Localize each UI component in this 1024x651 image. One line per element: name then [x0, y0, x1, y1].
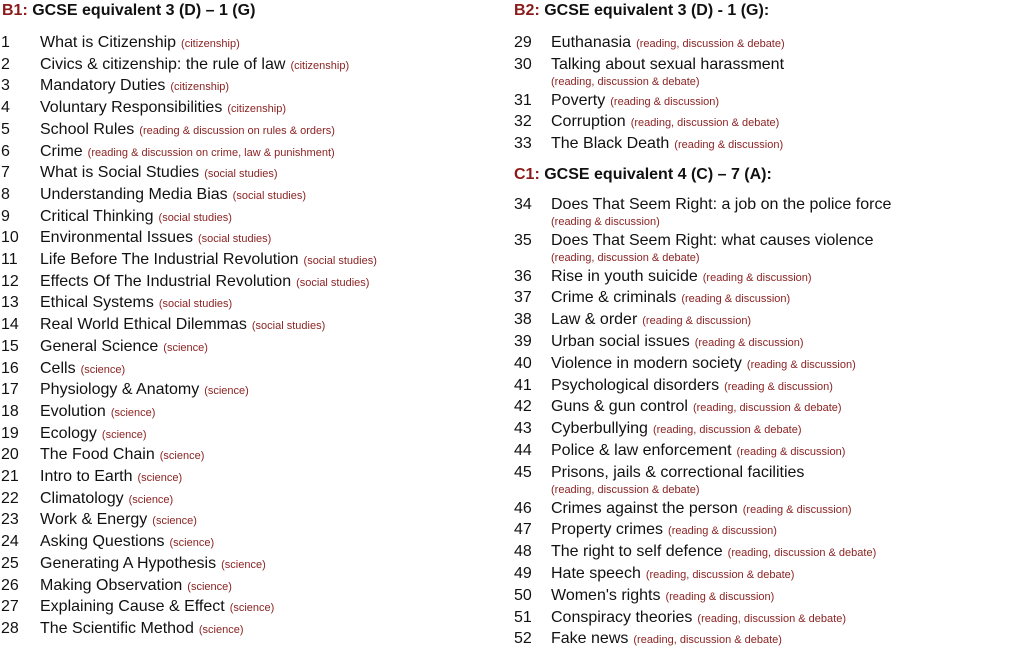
item-number: 4	[1, 99, 10, 117]
item-number: 29	[514, 34, 532, 51]
item-title: Poverty	[551, 91, 606, 109]
item-number: 15	[1, 337, 19, 355]
item-text	[40, 272, 369, 294]
item-text	[40, 207, 232, 229]
section-heading-c1	[514, 165, 1024, 185]
item-category-tag: (reading, discussion & debate)	[551, 483, 700, 496]
item-number: 2	[1, 55, 10, 73]
item-text	[551, 629, 782, 651]
list-item	[0, 207, 506, 229]
list-item	[0, 142, 506, 164]
item-number: 20	[1, 446, 19, 464]
list-item	[0, 554, 506, 576]
list-item	[0, 489, 506, 511]
item-text	[40, 489, 173, 511]
item-title: The Black Death	[551, 135, 670, 153]
item-text	[40, 120, 335, 142]
item-number: 47	[514, 521, 532, 539]
item-number: 28	[1, 619, 19, 637]
item-number: 38	[514, 311, 532, 329]
item-category-tag: (reading, discussion & debate)	[645, 568, 795, 581]
item-title: Life Before The Industrial Revolution	[40, 251, 299, 269]
item-category-tag: (science)	[163, 341, 208, 354]
item-text	[40, 619, 243, 641]
section-title: GCSE equivalent 3 (D) – 1 (G)	[32, 2, 256, 19]
list-item	[512, 608, 1024, 630]
item-text	[40, 402, 155, 424]
item-text	[551, 112, 779, 134]
item-title: School Rules	[40, 120, 135, 138]
item-text	[40, 359, 125, 381]
item-title: Ecology	[40, 424, 97, 442]
section-code: B1:	[2, 2, 28, 19]
item-text	[40, 337, 208, 359]
list-item	[0, 576, 506, 598]
item-title: Understanding Media Bias	[40, 185, 228, 203]
list-item	[512, 33, 1024, 55]
list-item	[0, 272, 506, 294]
item-title: Crimes against the person	[551, 499, 738, 517]
item-title: Real World Ethical Dilemmas	[40, 316, 247, 334]
item-category-tag: (reading & discussion)	[724, 380, 833, 393]
item-category-tag: (science)	[152, 515, 197, 528]
item-text	[40, 98, 286, 120]
item-category-tag: (science)	[101, 428, 147, 441]
item-text	[551, 441, 845, 463]
item-category-tag: (science)	[110, 406, 156, 419]
item-category-tag: (reading & discussion)	[551, 215, 660, 228]
item-number: 17	[1, 381, 19, 399]
list-item	[512, 520, 1024, 542]
item-category-tag: (social studies)	[204, 168, 278, 181]
list-item	[512, 499, 1024, 521]
list-item	[512, 310, 1024, 332]
section-heading-b2	[514, 1, 1024, 21]
item-category-tag: (reading, discussion & debate)	[633, 634, 782, 647]
list-item	[0, 597, 506, 619]
item-text	[551, 195, 891, 229]
item-category-tag: (reading & discussion)	[742, 503, 852, 516]
item-category-tag: (citizenship)	[181, 38, 240, 50]
item-category-tag: (social studies)	[296, 276, 370, 289]
item-number: 14	[1, 316, 19, 334]
item-category-tag: (reading & discussion)	[665, 590, 775, 603]
section-title: GCSE equivalent 3 (D) - 1 (G):	[544, 2, 770, 19]
item-number: 26	[1, 576, 19, 594]
item-number: 12	[1, 272, 19, 290]
item-text	[40, 554, 266, 576]
item-category-tag: (reading & discussion)	[674, 139, 784, 152]
item-number: 51	[514, 608, 532, 626]
item-category-tag: (science)	[187, 580, 232, 593]
item-title: Effects Of The Industrial Revolution	[40, 272, 292, 290]
item-text	[40, 597, 274, 619]
item-number: 40	[514, 354, 532, 372]
item-category-tag: (reading & discussion)	[642, 315, 752, 328]
section-code: C1:	[514, 165, 540, 183]
item-text	[551, 520, 777, 542]
item-text	[40, 380, 249, 402]
item-text	[551, 134, 783, 156]
item-title: Crime & criminals	[551, 289, 677, 307]
item-category-tag: (reading & discussion)	[736, 445, 846, 458]
item-text	[551, 310, 751, 332]
item-title: What is Social Studies	[40, 164, 200, 182]
item-category-tag: (reading & discussion)	[694, 336, 804, 349]
item-title: Law & order	[551, 311, 638, 329]
item-text	[551, 376, 833, 398]
item-number: 23	[1, 511, 19, 529]
item-number: 24	[1, 533, 19, 551]
list-item	[0, 293, 506, 315]
list-item	[0, 163, 506, 185]
item-number: 41	[514, 376, 532, 394]
item-category-tag: (reading & discussion on rules & orders)	[139, 124, 335, 137]
item-category-tag: (reading, discussion & debate)	[630, 117, 780, 130]
item-number: 13	[1, 294, 19, 312]
item-number: 1	[1, 34, 10, 51]
item-category-tag: (reading, discussion & debate)	[636, 38, 785, 50]
item-title: Guns & gun control	[551, 398, 688, 416]
list-item	[512, 112, 1024, 134]
list-item	[0, 228, 506, 250]
list-item	[512, 231, 1024, 265]
item-title: Psychological disorders	[551, 376, 720, 394]
item-number: 3	[1, 77, 10, 95]
item-number: 5	[1, 120, 10, 138]
item-number: 48	[514, 543, 532, 561]
item-title: Generating A Hypothesis	[40, 554, 217, 572]
item-category-tag: (citizenship)	[170, 81, 230, 94]
list-item	[0, 619, 506, 641]
item-title: What is Citizenship	[40, 34, 177, 51]
list-item	[512, 288, 1024, 310]
item-number: 27	[1, 598, 19, 616]
column-b1	[0, 0, 506, 641]
item-title: Fake news	[551, 630, 629, 648]
list-item	[512, 463, 1024, 497]
item-category-tag: (social studies)	[158, 211, 232, 224]
item-text	[40, 142, 335, 164]
item-number: 19	[1, 424, 19, 442]
item-text	[40, 510, 197, 532]
item-category-tag: (reading, discussion & debate)	[551, 251, 700, 264]
item-title: The right to self defence	[551, 543, 723, 561]
item-category-tag: (science)	[80, 363, 126, 376]
item-title: The Scientific Method	[40, 619, 194, 637]
item-text	[40, 76, 229, 98]
item-title: Civics & citizenship: the rule of law	[40, 55, 286, 73]
item-title: Does That Seem Right: a job on the police force	[551, 195, 892, 213]
item-category-tag: (citizenship)	[227, 103, 287, 116]
item-text	[40, 467, 182, 489]
item-text	[40, 532, 214, 554]
item-category-tag: (science)	[137, 472, 183, 485]
item-category-tag: (social studies)	[197, 233, 272, 246]
item-title: Intro to Earth	[40, 468, 133, 486]
item-text	[551, 586, 774, 608]
item-text	[40, 228, 271, 250]
list-item	[512, 195, 1024, 229]
list-item	[0, 532, 506, 554]
item-number: 52	[514, 630, 532, 648]
list-item	[512, 134, 1024, 156]
item-category-tag: (reading & discussion)	[610, 95, 720, 108]
item-text	[40, 576, 232, 598]
item-category-tag: (science)	[159, 450, 205, 463]
list-item	[0, 337, 506, 359]
item-text	[551, 463, 804, 497]
item-category-tag: (science)	[128, 493, 174, 506]
item-text	[551, 542, 876, 564]
list-item	[512, 441, 1024, 463]
list-item	[512, 629, 1024, 651]
item-title: The Food Chain	[40, 446, 155, 464]
list-item	[512, 542, 1024, 564]
item-text	[40, 424, 147, 446]
item-number: 49	[514, 564, 532, 582]
item-title: Environmental Issues	[40, 229, 193, 247]
list-item	[512, 267, 1024, 289]
item-text	[551, 91, 719, 113]
list-item	[0, 359, 506, 381]
list-item	[0, 250, 506, 272]
item-number: 25	[1, 554, 19, 572]
item-number: 35	[514, 231, 532, 249]
item-title: Prisons, jails & correctional facilities	[551, 463, 805, 481]
item-number: 44	[514, 441, 532, 459]
item-number: 6	[1, 142, 10, 160]
list-item	[0, 424, 506, 446]
item-title: Police & law enforcement	[551, 441, 732, 459]
item-category-tag: (reading & discussion)	[668, 525, 777, 538]
item-title: Violence in modern society	[551, 354, 742, 372]
item-title: Ethical Systems	[40, 294, 154, 312]
item-title: Voluntary Responsibilities	[40, 99, 223, 117]
item-number: 22	[1, 489, 19, 507]
item-category-tag: (science)	[204, 385, 249, 398]
item-number: 30	[514, 55, 532, 73]
item-title: Rise in youth suicide	[551, 267, 698, 285]
list-item	[0, 76, 506, 98]
item-category-tag: (social studies)	[158, 298, 233, 311]
item-text	[551, 397, 842, 419]
item-category-tag: (reading & discussion)	[746, 358, 856, 371]
item-title: Evolution	[40, 402, 106, 420]
item-title: Explaining Cause & Effect	[40, 598, 225, 616]
item-category-tag: (reading, discussion & debate)	[692, 402, 842, 415]
item-text	[551, 499, 852, 521]
item-text	[551, 231, 874, 265]
section-code: B2:	[514, 2, 540, 19]
list-item	[0, 55, 506, 77]
list-item	[512, 91, 1024, 113]
list-item	[0, 445, 506, 467]
list-item	[0, 33, 506, 55]
item-text	[40, 250, 377, 272]
item-title: Critical Thinking	[40, 207, 154, 225]
list-item	[0, 510, 506, 532]
item-category-tag: (reading, discussion & debate)	[697, 612, 846, 625]
item-title: Talking about sexual harassment	[551, 55, 785, 73]
list-item	[0, 120, 506, 142]
list-item	[512, 332, 1024, 354]
item-category-tag: (science)	[221, 558, 266, 571]
item-title: Climatology	[40, 489, 124, 507]
item-title: Crime	[40, 142, 83, 160]
item-text	[40, 55, 349, 77]
item-title: Does That Seem Right: what causes violence	[551, 231, 874, 249]
item-number: 9	[1, 207, 10, 225]
item-text	[551, 608, 846, 630]
item-title: Cyberbullying	[551, 420, 648, 438]
item-number: 32	[514, 113, 532, 131]
list-item	[0, 185, 506, 207]
item-title: Physiology & Anatomy	[40, 381, 200, 399]
topic-list-c1	[512, 195, 1024, 651]
item-category-tag: (social studies)	[251, 320, 326, 333]
item-number: 43	[514, 420, 532, 438]
item-title: Property crimes	[551, 521, 664, 539]
item-text	[40, 163, 278, 185]
item-number: 39	[514, 332, 532, 350]
item-title: Hate speech	[551, 564, 641, 582]
list-item	[512, 397, 1024, 419]
list-item	[0, 98, 506, 120]
item-category-tag: (reading & discussion)	[702, 271, 812, 284]
item-text	[40, 185, 306, 207]
topic-list-b2	[512, 33, 1024, 156]
item-category-tag: (reading & discussion on crime, law & punishment)	[87, 146, 335, 159]
list-item	[512, 55, 1024, 89]
item-title: Women's rights	[551, 586, 661, 604]
item-number: 8	[1, 185, 10, 203]
list-item	[0, 467, 506, 489]
item-title: Asking Questions	[40, 533, 165, 551]
item-text	[40, 315, 325, 337]
item-number: 34	[514, 195, 532, 213]
item-category-tag: (reading, discussion & debate)	[551, 75, 700, 88]
item-category-tag: (citizenship)	[290, 59, 350, 72]
item-category-tag: (reading, discussion & debate)	[652, 424, 802, 437]
item-text	[40, 293, 232, 315]
item-number: 50	[514, 586, 532, 604]
item-text	[551, 419, 802, 441]
item-number: 7	[1, 164, 10, 182]
item-text	[551, 267, 812, 289]
item-number: 36	[514, 267, 532, 285]
item-number: 11	[1, 251, 18, 269]
item-title: Urban social issues	[551, 332, 690, 350]
item-text	[551, 55, 784, 89]
item-title: General Science	[40, 337, 159, 355]
item-category-tag: (reading, discussion & debate)	[727, 547, 877, 560]
item-category-tag: (social studies)	[303, 255, 377, 268]
section-heading-b1	[2, 1, 506, 21]
list-item	[512, 354, 1024, 376]
list-item	[512, 376, 1024, 398]
item-title: Mandatory Duties	[40, 77, 166, 95]
list-item	[0, 380, 506, 402]
item-title: Work & Energy	[40, 511, 148, 529]
item-category-tag: (reading & discussion)	[681, 293, 791, 306]
topic-list-b1	[0, 33, 506, 641]
item-text	[40, 33, 240, 55]
item-number: 46	[514, 499, 532, 517]
item-title: Euthanasia	[551, 34, 632, 51]
list-item	[512, 586, 1024, 608]
item-number: 37	[514, 289, 532, 307]
list-item	[512, 419, 1024, 441]
section-title: GCSE equivalent 4 (C) – 7 (A):	[544, 165, 772, 183]
item-number: 18	[1, 402, 19, 420]
item-text	[40, 445, 204, 467]
item-category-tag: (science)	[198, 623, 244, 636]
item-title: Conspiracy theories	[551, 608, 693, 626]
item-number: 21	[1, 468, 19, 486]
item-category-tag: (social studies)	[232, 189, 307, 202]
column-b2-c1	[512, 0, 1024, 651]
list-item	[512, 564, 1024, 586]
item-text	[551, 33, 785, 55]
item-number: 33	[514, 135, 532, 153]
item-number: 16	[1, 359, 19, 377]
item-category-tag: (science)	[229, 602, 275, 615]
item-number: 10	[1, 229, 19, 247]
item-title: Cells	[40, 359, 76, 377]
item-number: 45	[514, 463, 532, 481]
item-number: 31	[514, 91, 532, 109]
item-text	[551, 564, 794, 586]
item-text	[551, 354, 856, 376]
list-item	[0, 402, 506, 424]
item-text	[551, 332, 804, 354]
list-item	[0, 315, 506, 337]
item-title: Corruption	[551, 113, 626, 131]
item-category-tag: (science)	[169, 537, 215, 550]
item-text	[551, 288, 790, 310]
item-title: Making Observation	[40, 576, 183, 594]
item-number: 42	[514, 398, 532, 416]
